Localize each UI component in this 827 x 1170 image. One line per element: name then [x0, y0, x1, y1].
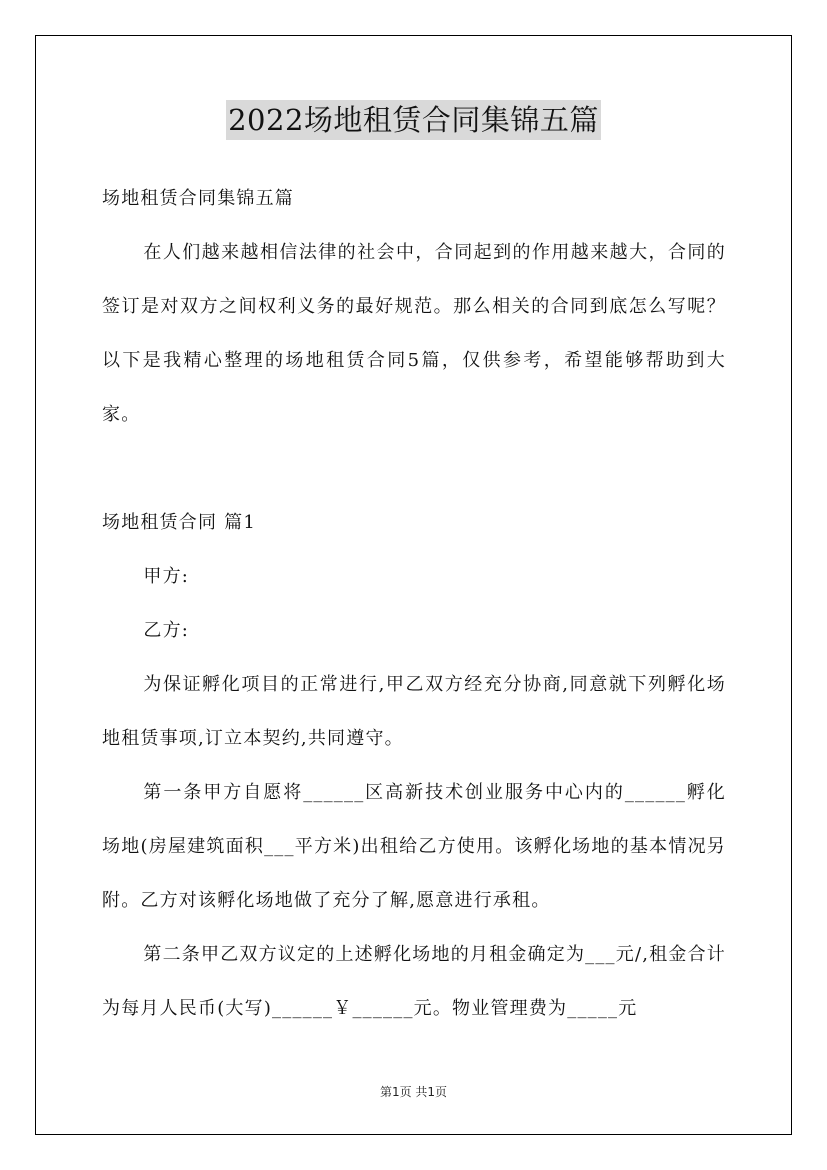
party-a-label: 甲方: [143, 566, 190, 587]
spacer [102, 442, 726, 496]
section-heading: 场地租赁合同 篇1 [102, 512, 256, 533]
document-subtitle: 场地租赁合同集锦五篇 [102, 188, 294, 209]
intro-paragraph: 在人们越来越相信法律的社会中，合同起到的作用越来越大，合同的签订是对双方之间权利义务的最好规范。那么相关的合同到底怎么写呢？以下是我精心整理的场地租赁合同5篇，仅供参考，希望能够帮助到大家。 [102, 242, 726, 425]
title-container [0, 100, 827, 140]
document-title: 2022场地租赁合同集锦五篇 [226, 100, 601, 140]
document-body [102, 172, 726, 1036]
clause-article-2: 第二条甲乙双方议定的上述孵化场地的月租金确定为___元/,租金合计为每月人民币(大写)______￥______元。物业管理费为_____元 [102, 944, 726, 1019]
clause-article-1: 第一条甲方自愿将______区高新技术创业服务中心内的______孵化场地(房屋建筑面积___平方米)出租给乙方使用。该孵化场地的基本情况另附。乙方对该孵化场地做了充分了解,愿意进行承租。 [102, 782, 726, 911]
party-b-label: 乙方: [143, 620, 190, 641]
clause-purpose: 为保证孵化项目的正常进行,甲乙双方经充分协商,同意就下列孵化场地租赁事项,订立本契约,共同遵守。 [102, 674, 726, 749]
page-footer: 第1页 共1页 [379, 1085, 448, 1099]
